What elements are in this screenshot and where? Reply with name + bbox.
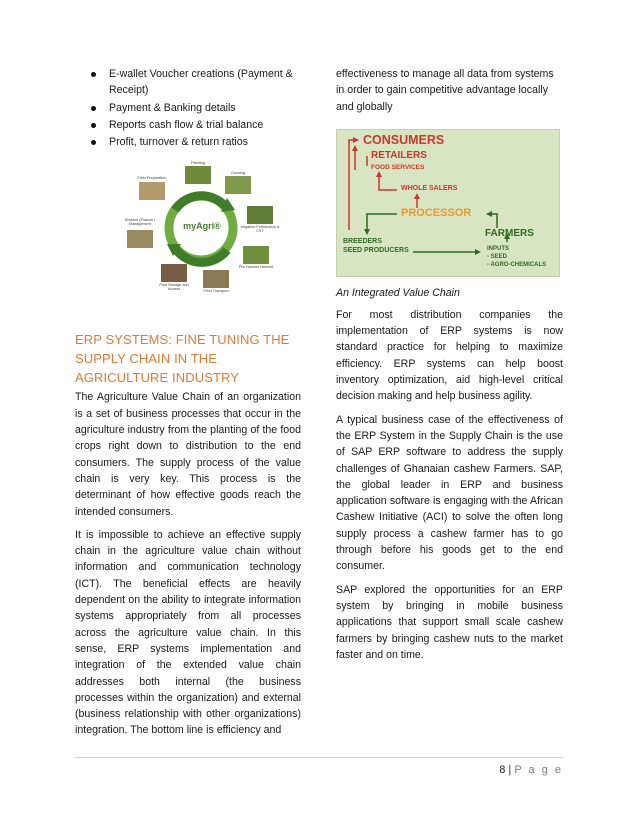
left-column: [75, 66, 301, 746]
stage-label: Post Storage and Access: [159, 283, 189, 292]
stage-label: Pre Harvest Harvest: [238, 265, 274, 270]
body-paragraph: The Agriculture Value Chain of an organization is a set of business processes that occur in the agriculture industry from the planting of the food crops right down to distribution to the end consumers. The supply process of the value chain is very key. This process is the determinant of how effective goods reach the intended consumers.: [75, 391, 301, 518]
photo-transport: [203, 270, 229, 288]
right-column: [336, 66, 563, 670]
body-paragraph: For most distribution companies the implementation of ERP systems is now standard practice for helping to maximize efficiency. ERP systems can help boost inventory optimization, aid high-level critical decision making and help business agility.: [336, 308, 563, 403]
myagri-logo-label: myAgri®: [183, 221, 221, 232]
arrow-line: [379, 174, 397, 190]
inputs-label: INPUTS: [487, 245, 510, 252]
bullet-dot-icon: [91, 106, 96, 111]
stage-label: Field Transport: [203, 289, 229, 294]
stage-label: Irrigation Fertilization & CST: [240, 225, 280, 234]
photo-growing: [225, 176, 251, 194]
arrow-head-icon: [353, 137, 359, 143]
seed-producers-label: SEED PRODUCERS: [343, 246, 409, 254]
arrow-line: [349, 140, 357, 230]
bullet-item: Payment & Banking details: [75, 100, 301, 116]
inputs-seed-label: - SEED: [487, 253, 508, 260]
arrow-line: [367, 214, 397, 232]
integrated-value-chain-diagram: [336, 129, 560, 277]
body-paragraph: effectiveness to manage all data from systems in order to gain competitive advantage locally and globally: [336, 68, 554, 113]
bullet-dot-icon: [91, 72, 96, 77]
photo-planting: [185, 166, 211, 184]
figure-caption: An Integrated Value Chain: [336, 286, 460, 299]
page-number: 8: [499, 764, 506, 776]
footer-separator: |: [508, 764, 512, 776]
retailers-label: RETAILERS: [371, 149, 427, 161]
photo-harvest: [243, 246, 269, 264]
body-paragraph: It is impossible to achieve an effective supply chain in the agriculture value chain without information and communication technology (ICT). The beneficial effects are heavily dependent on the ability to integrate information systems appropriately from all processes across the agriculture value chain. In this sense, ERP systems implementation and integration of the extended value chain addresses both internal (the business processes within the organization) and external (business relationship with other organizations) integration. The bottom line is efficiency and: [75, 528, 301, 737]
breeders-label: BREEDERS: [343, 237, 382, 245]
food-services-label: FOOD SERVICES: [371, 163, 425, 171]
arrow-head-icon: [414, 193, 420, 199]
bullet-item: Reports cash flow & trial balance: [75, 117, 301, 133]
bullet-dot-icon: [91, 140, 96, 145]
page-label: P a g e: [514, 764, 563, 776]
arrow-head-icon: [475, 249, 481, 255]
photo-irrigation: [247, 206, 273, 224]
arrow-head-icon: [352, 145, 358, 151]
myagri-cycle-diagram: [115, 160, 285, 310]
section-heading: ERP SYSTEMS: FINE TUNING THE SUPPLY CHAIN IN THE AGRICULTURE INDUSTRY: [75, 332, 290, 386]
farmers-label: FARMERS: [485, 227, 534, 239]
page-footer: [75, 757, 563, 776]
bullet-item: Profit, turnover & return ratios: [75, 134, 301, 150]
photo-storage: [161, 264, 187, 282]
whole-salers-label: WHOLE SALERS: [401, 184, 458, 192]
processor-label: PROCESSOR: [401, 206, 472, 219]
consumers-label: CONSUMERS: [363, 132, 445, 147]
stage-label: Brokers (Planner) Management: [125, 218, 155, 227]
stage-label: Field Preparation: [137, 176, 167, 181]
photo-brokers: [127, 230, 153, 248]
body-paragraph: SAP explored the opportunities for an ERP system by bringing in mobile business applications that support small scale cashew farmers by bringing cashew nuts to the market faster and on time.: [336, 583, 563, 661]
myagri-cycle-graphic: [115, 160, 285, 310]
stage-label: Planting: [191, 161, 205, 166]
arrow-head-icon: [486, 211, 492, 217]
bullet-item: E-wallet Voucher creations (Payment & Receipt): [75, 66, 301, 99]
body-paragraph: A typical business case of the effectiveness of the ERP System in the Supply Chain is the use of SAP ERP software to address the supply challenges of Ghanaian cashew Farmers. SAP, the global leader in ERP and business application software is engaging with the African Cashew Initiative (ACI) to solve the often long supply process a cashew farmer has to go through before his goods get to the end consumer.: [336, 413, 563, 573]
arrow-head-icon: [364, 229, 370, 235]
feature-bullet-list: [75, 66, 301, 150]
inputs-agro-label: - AGRO-CHEMICALS: [487, 261, 547, 268]
arrow-head-icon: [376, 171, 382, 177]
photo-field-prep: [139, 182, 165, 200]
bullet-dot-icon: [91, 123, 96, 128]
stage-label: Growing: [230, 171, 246, 176]
